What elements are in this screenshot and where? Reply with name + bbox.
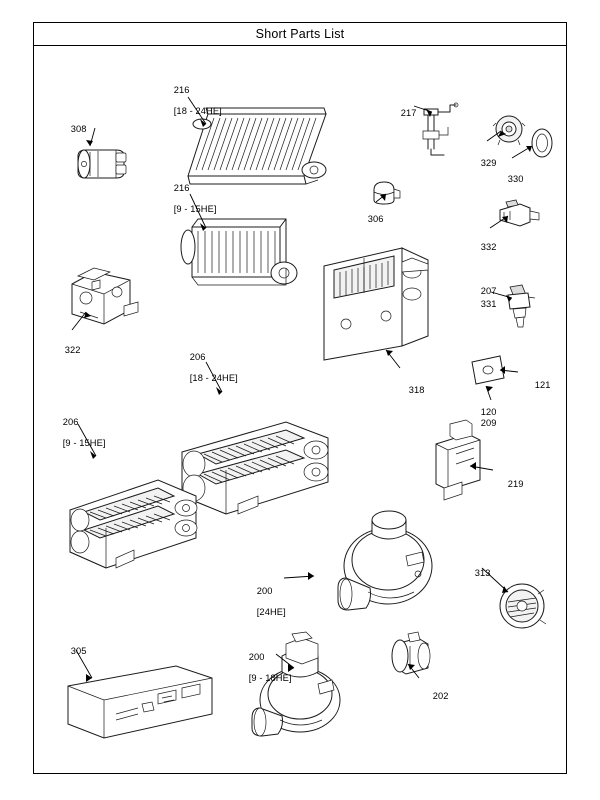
callout-number: 216: [173, 84, 190, 95]
callout-216-upper: [163, 74, 222, 127]
part-flat-gasket-plate: [466, 352, 510, 390]
callout-number: 217: [400, 107, 417, 118]
callout-number: 331: [480, 298, 497, 309]
callout-306: [357, 203, 384, 235]
callout-number: 330: [507, 173, 524, 184]
callout-200-9-18he: [238, 641, 292, 694]
callout-number: 219: [507, 478, 524, 489]
callout-332: [470, 231, 497, 263]
callout-number: 200: [248, 651, 265, 662]
part-cylindrical-motor: [70, 138, 140, 190]
callout-200-24he: [246, 575, 286, 628]
callout-number: 120: [480, 406, 497, 417]
part-blower-fan-24he: [332, 500, 442, 625]
part-heat-cell-small: [58, 452, 208, 577]
part-circular-motor-disc: [496, 580, 548, 632]
callout-qualifier: [9 - 15HE]: [173, 203, 217, 214]
callout-qualifier: [24HE]: [256, 606, 286, 617]
part-sealing-ring: [528, 126, 558, 160]
sheet-title: [33, 22, 567, 46]
part-combustion-chamber: [316, 228, 444, 363]
part-finned-heat-exchanger-small: [176, 215, 306, 300]
callout-329: [470, 147, 497, 179]
callout-322: [54, 334, 81, 366]
callout-number: 318: [408, 384, 425, 395]
callout-number: 329: [480, 157, 497, 168]
callout-qualifier: [18 - 24HE]: [189, 372, 238, 383]
callout-202: [422, 680, 449, 712]
callout-206-lower: [52, 406, 106, 459]
callout-number: 209: [480, 417, 497, 428]
callout-216-lower: [163, 172, 217, 225]
callout-313: [464, 557, 491, 589]
callout-number: 207: [480, 285, 497, 296]
callout-305: [60, 635, 87, 667]
callout-number: 332: [480, 241, 497, 252]
callout-number: 313: [474, 567, 491, 578]
callout-number: 121: [534, 379, 551, 390]
callout-number: 306: [367, 213, 384, 224]
callout-219: [497, 468, 524, 500]
part-control-box: [60, 660, 220, 750]
part-temperature-sensor: [500, 283, 542, 331]
part-pressure-switch: [494, 198, 542, 234]
callout-number: 216: [173, 182, 190, 193]
callout-number: 305: [70, 645, 87, 656]
callout-number: 200: [256, 585, 273, 596]
part-electrode-assembly: [418, 97, 468, 159]
callout-qualifier: [9 - 15HE]: [62, 437, 106, 448]
sheet-title-text: Short Parts List: [255, 26, 345, 41]
callout-number: 202: [432, 690, 449, 701]
callout-209: [470, 407, 497, 439]
callout-number: 206: [189, 351, 206, 362]
part-blower-motor: [384, 628, 438, 682]
callout-number: 308: [70, 123, 87, 134]
part-round-cap-fitting: [492, 112, 530, 148]
callout-121: [524, 369, 551, 401]
part-gas-valve-block: [64, 262, 144, 334]
callout-206-upper: [179, 341, 238, 394]
callout-qualifier: [18 - 24HE]: [173, 105, 222, 116]
callout-308: [60, 113, 87, 145]
callout-330: [497, 163, 524, 195]
callout-217: [390, 97, 417, 129]
callout-qualifier: [9 - 18HE]: [248, 672, 292, 683]
callout-number: 322: [64, 344, 81, 355]
callout-number: 206: [62, 416, 79, 427]
callout-318: [398, 374, 425, 406]
callout-331: [470, 285, 497, 320]
